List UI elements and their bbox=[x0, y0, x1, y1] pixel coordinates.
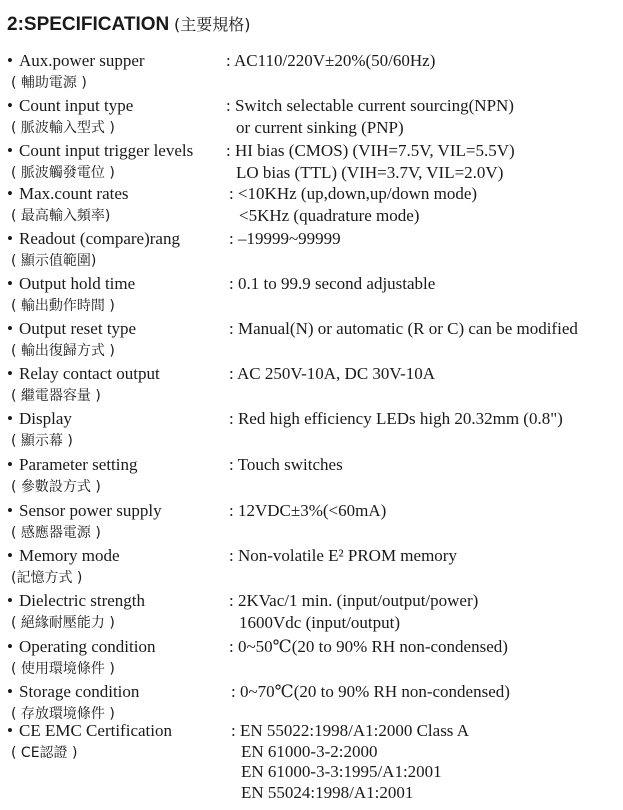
bullet-icon: • bbox=[7, 591, 13, 610]
spec-value: : Manual(N) or automatic (R or C) can be modified bbox=[229, 319, 578, 338]
spec-value: EN 61000-3-3:1995/A1:2001 bbox=[241, 762, 442, 781]
spec-label-text: Storage condition bbox=[19, 682, 140, 701]
spec-label-cn: ( 輸出動作時間 ) bbox=[11, 298, 115, 314]
spec-value: : HI bias (CMOS) (VIH=7.5V, VIL=5.5V) bbox=[226, 141, 515, 160]
spec-label bbox=[7, 500, 162, 522]
bullet-icon: • bbox=[7, 364, 13, 383]
spec-value: EN 55024:1998/A1:2001 bbox=[241, 782, 414, 802]
spec-label bbox=[7, 454, 138, 476]
spec-value: : Non-volatile E² PROM memory bbox=[229, 546, 457, 565]
spec-value: or current sinking (PNP) bbox=[236, 118, 404, 137]
spec-value: : –19999~99999 bbox=[229, 229, 341, 248]
spec-value: : 0~50℃(20 to 90% RH non-condensed) bbox=[229, 637, 508, 656]
spec-label-cn: ( 感應器電源 ) bbox=[11, 525, 101, 541]
spec-value: : <10KHz (up,down,up/down mode) bbox=[229, 184, 478, 203]
bullet-icon: • bbox=[7, 409, 13, 428]
spec-label bbox=[7, 720, 172, 742]
spec-label-text: Dielectric strength bbox=[19, 591, 146, 610]
spec-value: : 2KVac/1 min. (input/output/power) bbox=[229, 591, 479, 610]
section-number: 2: bbox=[7, 14, 24, 35]
spec-value: EN 61000-3-2:2000 bbox=[241, 741, 378, 761]
spec-label-cn: ( 顯示值範圍) bbox=[11, 253, 97, 269]
spec-value: : AC110/220V±20%(50/60Hz) bbox=[226, 51, 436, 70]
spec-label-text: Aux.power supper bbox=[19, 51, 145, 70]
spec-label bbox=[7, 545, 120, 567]
spec-label-text: Count input type bbox=[19, 96, 134, 115]
spec-label bbox=[7, 681, 139, 703]
spec-label bbox=[7, 50, 145, 72]
bullet-icon: • bbox=[7, 96, 13, 115]
spec-value: : Switch selectable current sourcing(NPN) bbox=[226, 96, 514, 115]
spec-label-cn: ( 絕緣耐壓能力 ) bbox=[11, 615, 115, 631]
spec-label bbox=[7, 228, 180, 250]
spec-label-text: Memory mode bbox=[19, 546, 120, 565]
spec-value: : Red high efficiency LEDs high 20.32mm (0.8") bbox=[229, 409, 563, 428]
spec-value: : 0.1 to 99.9 second adjustable bbox=[229, 274, 436, 293]
spec-label-text: CE EMC Certification bbox=[19, 721, 172, 740]
spec-label bbox=[7, 95, 133, 117]
spec-label-cn: ( 最高輸入頻率) bbox=[11, 208, 111, 224]
bullet-icon: • bbox=[7, 141, 13, 160]
spec-label-text: Count input trigger levels bbox=[19, 141, 194, 160]
spec-label-cn: ( 參數設方式 ) bbox=[11, 479, 101, 495]
spec-label-text: Parameter setting bbox=[19, 455, 138, 474]
spec-value: : EN 55022:1998/A1:2000 Class A bbox=[231, 721, 470, 740]
spec-label-cn: ( 存放環境條件 ) bbox=[11, 706, 115, 722]
spec-label-cn: ( 輔助電源 ) bbox=[11, 75, 87, 91]
bullet-icon: • bbox=[7, 455, 13, 474]
spec-label bbox=[7, 590, 145, 612]
spec-value: : 0~70℃(20 to 90% RH non-condensed) bbox=[231, 682, 510, 701]
spec-label-cn: ( CE認證 ) bbox=[11, 745, 78, 761]
spec-label-cn: (記憶方式 ) bbox=[11, 570, 83, 586]
bullet-icon: • bbox=[7, 319, 13, 338]
spec-value: : 12VDC±3%(<60mA) bbox=[229, 501, 387, 520]
spec-label-cn: ( 顯示幕 ) bbox=[11, 433, 73, 449]
section-heading: SPECIFICATION bbox=[23, 14, 170, 35]
bullet-icon: • bbox=[7, 184, 13, 203]
bullet-icon: • bbox=[7, 546, 13, 565]
bullet-icon: • bbox=[7, 51, 13, 70]
spec-label bbox=[7, 636, 155, 658]
spec-label-text: Operating condition bbox=[19, 637, 156, 656]
spec-value: 1600Vdc (input/output) bbox=[239, 613, 401, 632]
spec-value: LO bias (TTL) (VIH=3.7V, VIL=2.0V) bbox=[236, 163, 504, 182]
spec-value: : AC 250V-10A, DC 30V-10A bbox=[229, 364, 436, 383]
bullet-icon: • bbox=[7, 682, 13, 701]
spec-label-cn: ( 輸出復歸方式 ) bbox=[11, 343, 115, 359]
spec-label-text: Sensor power supply bbox=[19, 501, 162, 520]
spec-value: : Touch switches bbox=[229, 455, 343, 474]
section-heading-cn: (主要規格) bbox=[173, 15, 251, 34]
bullet-icon: • bbox=[7, 229, 13, 248]
spec-label bbox=[7, 273, 135, 295]
spec-label-cn: ( 使用環境條件 ) bbox=[11, 661, 115, 677]
bullet-icon: • bbox=[7, 637, 13, 656]
spec-label-text: Relay contact output bbox=[19, 364, 160, 383]
spec-label-text: Max.count rates bbox=[19, 184, 129, 203]
spec-label-cn: ( 繼電器容量 ) bbox=[11, 388, 101, 404]
bullet-icon: • bbox=[7, 501, 13, 520]
spec-label-text: Output reset type bbox=[19, 319, 137, 338]
spec-label bbox=[7, 363, 160, 385]
spec-value: <5KHz (quadrature mode) bbox=[239, 206, 420, 225]
spec-label-text: Display bbox=[19, 409, 72, 428]
spec-label-text: Readout (compare)rang bbox=[19, 229, 180, 248]
spec-label bbox=[7, 183, 129, 205]
spec-label-text: Output hold time bbox=[19, 274, 136, 293]
spec-label-cn: ( 脈波輸入型式 ) bbox=[11, 120, 115, 136]
spec-label-cn: ( 脈波觸發電位 ) bbox=[11, 165, 115, 181]
spec-label bbox=[7, 318, 136, 340]
bullet-icon: • bbox=[7, 721, 13, 740]
spec-label bbox=[7, 408, 72, 430]
bullet-icon: • bbox=[7, 274, 13, 293]
spec-label bbox=[7, 140, 193, 162]
